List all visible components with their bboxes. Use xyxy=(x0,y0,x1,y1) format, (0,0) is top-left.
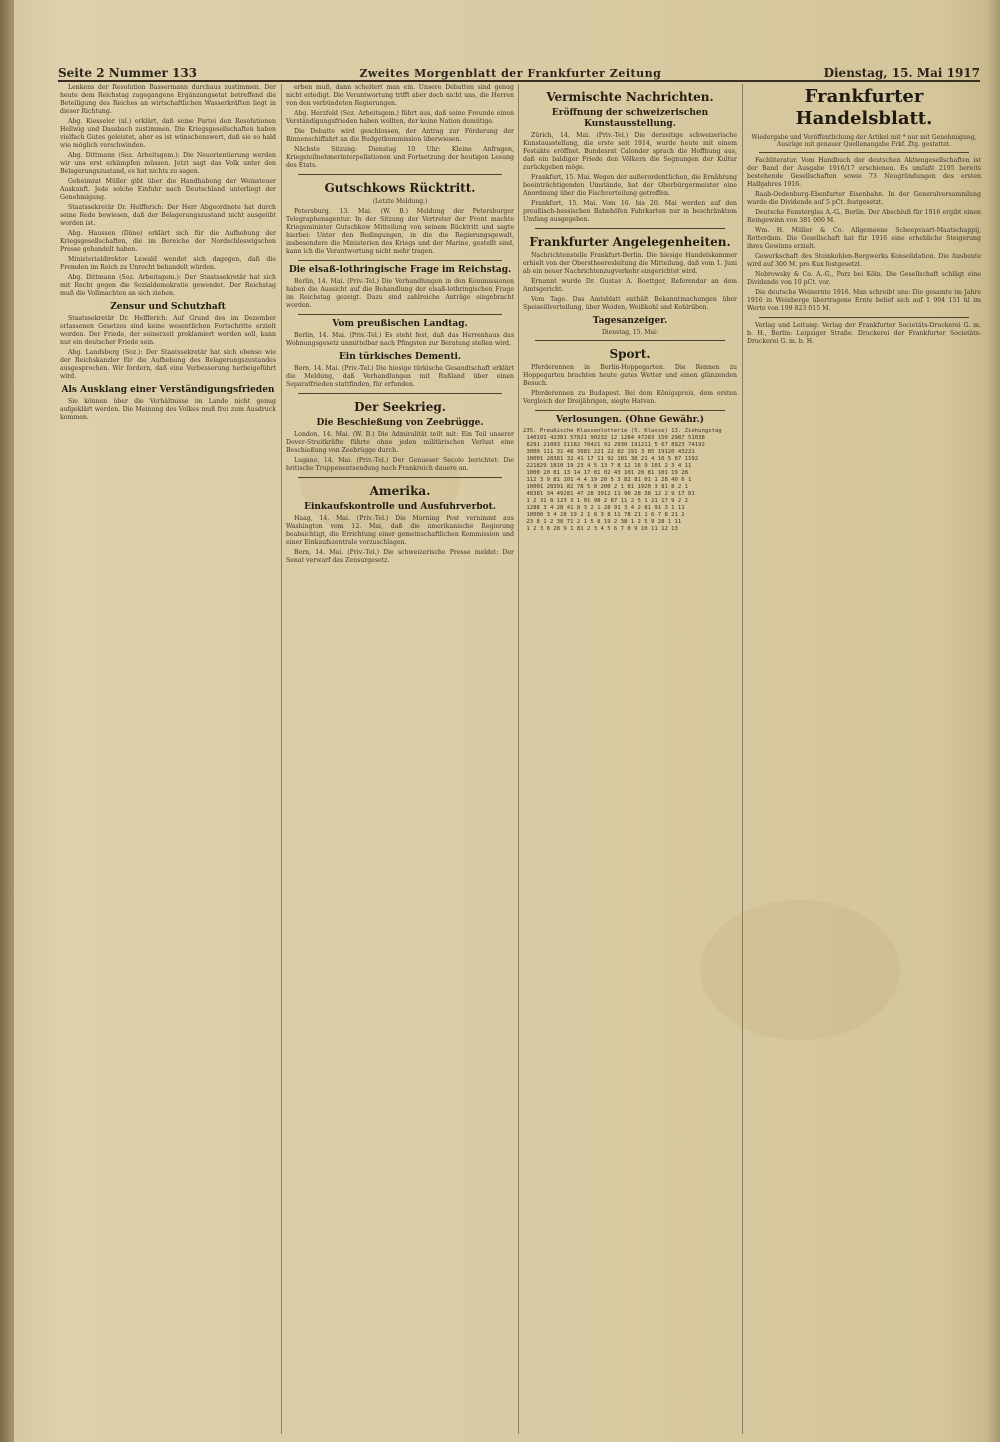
article-paragraph: Deutsche Fensterglas A.-G., Berlin. Der Abschluß für 1916 ergibt einen Reingewinn von 381 000 M. xyxy=(747,209,981,224)
imprint: Verlag und Leitung: Verlag der Frankfurter Societäts-Druckerei G. m. b. H., Berlin: Leipziger Straße. Druckerei der Frankfurter Societäts-Druckerei G. m. b. H. xyxy=(747,322,981,345)
article-paragraph: Wm. H. Müller & Co. Allgemeene Scheepvaart-Maatschappij, Rotterdam. Die Gesellschaft hat für 1916 eine erhebliche Steigerung ihres Gewinns erzielt. xyxy=(747,227,981,250)
column-1 xyxy=(60,84,276,1434)
newspaper-title: Zweites Morgenblatt der Frankfurter Zeitung xyxy=(359,67,662,80)
lottery-title: Verlosungen. (Ohne Gewähr.) xyxy=(556,415,704,425)
article-paragraph: Die Debatte wird geschlossen, der Antrag zur Förderung der Binnenschiffahrt an die Budgetkommission überwiesen. xyxy=(286,128,514,143)
section-subheading: Als Ausklang einer Verständigungsfrieden xyxy=(61,385,275,395)
article-paragraph: Abg. Dittmann (Soz. Arbeitsgem.): Der Staatssekretär hat sich mit Recht gegen die Sozialdemokratie gewendet. Der Reichstag muß die Vollmachten an sich ziehen. xyxy=(60,274,276,297)
article-paragraph: Berlin, 14. Mai. (Priv.-Tel.) Die Verhandlungen in den Kommissionen haben die Aussicht auf die Behandlung der elsaß-lothringischen Frage im Reichstag gezeigt. Dazu sind zahlreiche Anträge eingebracht worden. xyxy=(286,278,514,309)
headline: Die elsaß-lothringische Frage im Reichstag. xyxy=(288,265,512,275)
article-paragraph: Pferderennen in Berlin-Hoppegarten. Die Rennen zu Hoppegarten brachten heute gutes Wetter und einen glänzenden Besuch. xyxy=(523,364,737,387)
subheadline: Die Beschießung von Zeebrügge. xyxy=(316,418,484,428)
headline: Sport. xyxy=(609,347,651,361)
column-rule xyxy=(742,84,743,1434)
headline: Vom preußischen Landtag. xyxy=(332,319,468,329)
subheadline: Eröffnung der schweizerischen Kunstausstellung. xyxy=(551,108,709,129)
article-paragraph: Fachliteratur. Vom Handbuch der deutschen Aktiengesellschaften ist der Band der Ausgabe 1916/17 erschienen. Es umfaßt 2195 bereits bestehende Gesellschaften sowie 73 Neugründungen des ersten Halbjahres 1916. xyxy=(747,157,981,188)
lottery-table: 235. Preußische Klassenlotterie (5. Klasse) 13. Ziehungstag 140191 42381 57821 90232 12 1284 47283 150 2987 51038 8291 21093 31182 78421 92 2930 191211 5 67 8923 74192 3000 111 31 48 3981 221 22 82 191 3 85 19120 43221 10001 28381 32 41 17 11 92 181 38 21 4 10 5 87 1192 221829 1810 19 23 4 5 13 7 8 12 16 9 101 2 3 4 11 1000 20 81 13 14 17 81 02 43 101 20 81 101 19 28 112 3 9 81 101 4 4 19 20 5 3 82 81 01 1 28 40 6 1 10001 28391 82 78 5 8 200 2 1 81 1920 3 81 8 2 1 48381 34 49281 47 28 3912 11 90 28 38 12 2 9 17 81 1 2 31 8 123 3 1 01 98 2 87 11 2 5 1 21 17 9 2 2 1288 3 4 28 41 8 3 2 1 28 91 3 4 2 81 91 3 1 11 10000 3 4 28 19 2 1 8 3 8 11 78 21 1 6 7 8 21 2 23 8 1 2 38 71 2 1 5 8 19 2 38 1 2 5 9 28 1 11 1 2 3 8 28 9 1 81 2 3 4 5 6 7 8 9 10 11 12 13 xyxy=(523,428,722,532)
article-paragraph: Frankfurt, 15. Mai. Vom 16. bis 20. Mai werden auf den preußisch-hessischen Bahnhöfen Fahrkarten nur in beschränktem Umfang ausgegeben. xyxy=(523,200,737,223)
article-paragraph: Geheimrat Müller gibt über die Handhabung der Weinsteuer Auskunft. Jede solche Einfuhr nach Deutschland unterliegt der Genehmigung. xyxy=(60,178,276,201)
headline: Ein türkisches Dementi. xyxy=(338,352,462,362)
divider xyxy=(298,174,502,175)
page-header xyxy=(58,58,980,82)
issue-date: Dienstag, 15. Mai 1917 xyxy=(823,66,980,80)
article-paragraph: London, 14. Mai. (W. B.) Die Admiralität teilt mit: Ein Teil unserer Dover-Streitkräfte führte ohne jeden militärischen Verlust eine Beschießung von Zeebrügge durch. xyxy=(286,431,514,454)
article-paragraph: Berlin, 14. Mai. (Priv.-Tel.) Es steht fest, daß das Herrenhaus das Wohnungsgesetz unmittelbar nach Pfingsten zur Beratung stellen wird. xyxy=(286,332,514,347)
page-number: Seite 2 Nummer 133 xyxy=(58,66,198,80)
article-paragraph: Abg. Landsberg (Soz.): Der Staatssekretär hat sich ebenso wie der Reichskanzler für die Aufhebung des Belagerungszustandes ausgesprochen. Wir fordern, daß eine Verbesserung herbeigeführt wird. xyxy=(60,349,276,380)
article-paragraph: Petersburg, 13. Mai. (W. B.) Meldung der Petersburger Telegraphenagentur. In der Sitzung der Vertreter der Front machte Kriegsminister Gutschkow Mitteilung von seinem Rücktritt und sagte hierbei: Unter den Bedingungen, in die die Regierungsgewalt, insbesondere die Ministerien des Kriegs und der Marine, gestellt sind, kann ich die Verantwortung nicht mehr tragen. xyxy=(286,208,514,255)
article-paragraph: Vom Tage. Das Amtsblatt enthält Bekanntmachungen über Speiseölverteilung, über Weiden, Weißkohl und Kohlrüben. xyxy=(523,296,737,311)
article-paragraph: Nächste Sitzung: Dienstag 10 Uhr: Kleine Anfragen, Kriegsteilnehmerinterpellationen und Fortsetzung der heutigen Lesung des Etats. xyxy=(286,146,514,169)
article-paragraph: erben muß, dann scheitert man ein. Unsere Debatten sind genug nicht erledigt. Die Verantwortung trifft aber doch nicht uns, die Herren von den verbündeten Regierungen. xyxy=(286,84,514,107)
article-paragraph: Bern, 14. Mai. (Priv.-Tel.) Die schweizerische Presse meldet: Der Senat verwarf das Zensurgesetz. xyxy=(286,549,514,564)
divider xyxy=(535,228,725,229)
article-paragraph: Lenkens der Resolution Bassermann durchaus zustimmen. Der heute dem Reichstag zugegangene Ergänzungsetat betreffend die Beteiligung des Reiches an wirtschaftlichen Wasserkräften liegt in dieser Richtung. xyxy=(60,84,276,115)
article-paragraph: Ministerialdirektor Lewald wendet sich dagegen, daß die Fremden im Reich zu Unrecht behandelt würden. xyxy=(60,256,276,271)
article-paragraph: Pferderennen zu Budapest. Bei dem Königspreis, dem ersten Vergleich der Dreijährigen, siegte Hatvan. xyxy=(523,390,737,405)
article-paragraph: Frankfurt, 15. Mai. Wegen der außerordentlichen, die Ernährung beeinträchtigenden Umstände, hat der Oberbürgermeister eine Anordnung über die Fischverteilung getroffen. xyxy=(523,174,737,197)
headline: Gutschkows Rücktritt. xyxy=(324,181,476,195)
article-paragraph: Sie können über die Verhältnisse im Lande nicht genug aufgeklärt werden. Die Meinung des Volkes muß frei zum Ausdruck kommen. xyxy=(60,398,276,421)
divider xyxy=(535,340,725,341)
article-paragraph: Zürich, 14. Mai. (Priv.-Tel.) Die derzeitige schweizerische Kunstausstellung, die erste seit 1914, wurde heute mit einem Festakte eröffnet. Bundesrat Calonder sprach die Hoffnung aus, daß ein baldiger Friede den Völkern die Segnungen der Kultur zurückgeben möge. xyxy=(523,132,737,171)
page-edge xyxy=(986,0,1000,1442)
subheadline: Einkaufskontrolle und Ausfuhrverbot. xyxy=(304,502,496,512)
headline: Der Seekrieg. xyxy=(354,400,446,414)
column-4 xyxy=(747,84,981,1434)
column-2 xyxy=(286,84,514,1434)
article-paragraph: Ernannt wurde Dr. Gustav A. Boettger, Referendar an dem Amtsgericht. xyxy=(523,278,737,293)
article-paragraph: Haag, 14. Mai. (Priv.-Tel.) Die Morning Post vernimmt aus Washington vom 12. Mai, daß die amerikanische Regierung beabsichtigt, die Errichtung einer gemeinschaftlichen Kommission und einer Einkaufszentrale vorzuschlagen. xyxy=(286,515,514,546)
divider xyxy=(759,317,969,318)
article-paragraph: Abg. Dittmann (Soz. Arbeitsgem.): Die Neuorientierung werden wir uns erst erkämpfen müssen. Jetzt sagt das Volk unter den Belagerungszustand, es hat nichts zu sagen. xyxy=(60,152,276,175)
article-paragraph: Bern, 14. Mai. (Priv.-Tel.) Die hiesige türkische Gesandtschaft erklärt die Meldung, daß Verhandlungen mit Rußland über einen Separatfrieden stattfinden, für erfunden. xyxy=(286,365,514,388)
article-paragraph: Lugano, 14. Mai. (Priv.-Tel.) Der Genueser Secolo berichtet: Die britische Truppenentsendung nach Frankreich dauere an. xyxy=(286,457,514,472)
divider xyxy=(759,152,969,153)
article-paragraph: Abg. Haussen (Däne) erklärt sich für die Aufhebung der Kriegsgesellschaften, die im Bereiche der Nordschleswigschen Presse gehandelt haben. xyxy=(60,230,276,253)
book-binding xyxy=(0,0,14,1442)
headline: Amerika. xyxy=(369,484,431,498)
column-3 xyxy=(523,84,737,1434)
headline: Frankfurter Angelegenheiten. xyxy=(529,235,731,249)
divider xyxy=(298,393,502,394)
article-paragraph: Staatssekretär Dr. Helfferich: Auf Grund des im Dezember erlassenen Gesetzes sind keine wesentlichen Fortschritte erzielt worden. Der Friede, der seinerzeit proklamiert werden soll, kann nur ein deutscher Friede sein. xyxy=(60,315,276,346)
column-rule xyxy=(281,84,282,1434)
subheadline: (Letzte Meldung.) xyxy=(372,198,428,205)
headline: Vermischte Nachrichten. xyxy=(546,90,714,104)
divider xyxy=(535,410,725,411)
tagesanzeiger-date: Dienstag, 15. Mai: xyxy=(602,329,658,336)
column-rule xyxy=(518,84,519,1434)
article-paragraph: Nachrichtenstelle Frankfurt-Berlin. Die hiesige Handelskammer erhielt von der Oberstheeresleitung die Mitteilung, daß vom 1. Juni ab ein neuer Nachrichtenzugverkehr eingerichtet wird. xyxy=(523,252,737,275)
article-paragraph: Nebrowsky & Co. A.-G., Porz bei Köln. Die Gesellschaft schlägt eine Dividende von 10 pCt. vor. xyxy=(747,271,981,286)
section-subheading: Zensur und Schutzhaft xyxy=(110,302,226,312)
article-paragraph: Abg. Herzfeld (Soz. Arbeitsgem.) führt aus, daß seine Freunde einen Verständigungsfrieden haben wollten, der keine Nation demütige. xyxy=(286,110,514,125)
article-paragraph: Staatssekretär Dr. Helfferich: Der Herr Abgeordnete hat durch seine Rede bewiesen, daß der Belagerungszustand nicht ausgeübt worden ist. xyxy=(60,204,276,227)
tagesanzeiger-title: Tagesanzeiger. xyxy=(592,316,668,326)
article-paragraph: Abg. Kiesseler (nl.) erklärt, daß seine Partei den Resolutionen Hellwig und Dassbach zustimmen. Die Kriegsgesellschaften haben vielfach Gutes geleistet, aber es ist wünschenswert, daß sie so bald wie möglich verschwinden. xyxy=(60,118,276,149)
article-paragraph: Die deutsche Weinernte 1916. Man schreibt uns: Die gesamte im Jahre 1916 in Weinberge übertragene Ernte belief sich auf 1 904 151 hl im Werte von 199 823 015 M. xyxy=(747,289,981,312)
divider xyxy=(298,314,502,315)
section-caption: Wiedergabe und Veröffentlichung der Artikel mit * nur mit Genehmigung, Auszüge mit genauer Quellenangabe Frkf. Ztg. gestattet. xyxy=(751,134,977,148)
article-paragraph: Raab-Oedenburg-Ebenfurter Eisenbahn. In der Generalversammlung wurde die Dividende auf 5 pCt. festgesetzt. xyxy=(747,191,981,206)
divider xyxy=(298,260,502,261)
section-title: Frankfurter Handelsblatt. xyxy=(795,86,933,129)
article-paragraph: Gewerkschaft des Steinkohlen-Bergwerks Konsolidation. Die Ausbeute wird auf 300 M. pro Kux festgesetzt. xyxy=(747,253,981,268)
divider xyxy=(298,477,502,478)
